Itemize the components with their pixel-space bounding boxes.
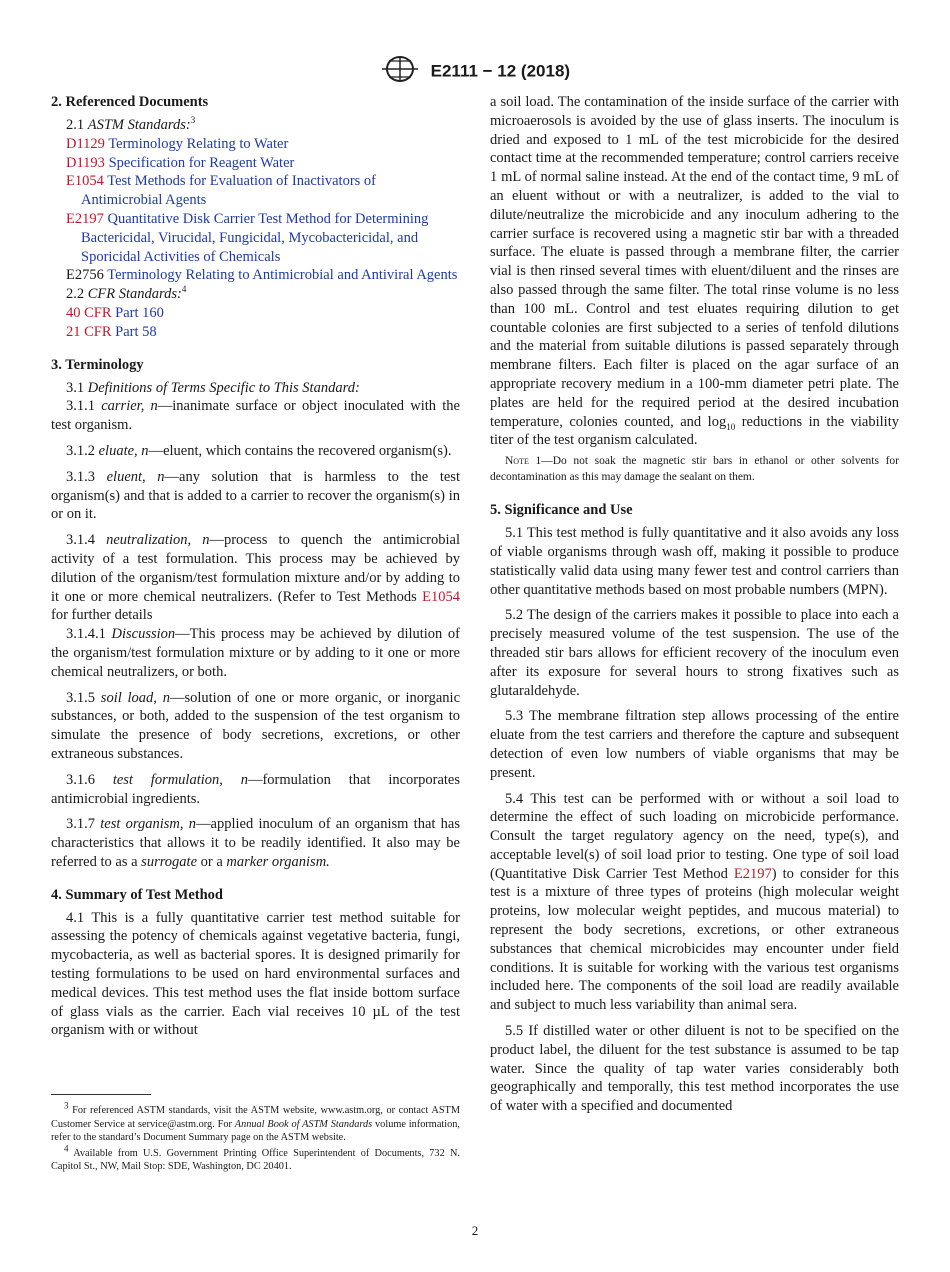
def-312: 3.1.2 eluate, n—eluent, which contains the recovered organism(s).	[66, 442, 452, 459]
def-313: 3.1.3 eluent, n—any solution that is harmless to the test organism(s) and that is added to a carrier to recover the organism(s) in or on it.	[51, 468, 460, 523]
e1054-link[interactable]: E1054	[422, 588, 460, 605]
footnote-4: $^4$ Available from U.S. Government Printing Office Superintendent of Documents, 732 N. Capitol St., NW, Mail Stop: SDE, Washington, DC 20401.	[51, 1143, 460, 1173]
para-54: 5.4 This test can be performed with or without a soil load to determine the effect of such loading on microbicide performance. Consult the target regulatory agency on the need, type(s), and acceptable level(s) of soil load prior to testing. One type of soil load (Quantitative Disk Carrier Test Method E2197) to consider for this test is a mixture of three types of proteins (high molecular weight proteins, low molecular weight peptides, and mucous material) to represent the body secretions, excretions, or other extraneous substances that chemical microbicides may encounter under field conditions. It is suitable for working with the various test organisms included here. The components of the soil load are readily available and subject to much less variability than animal sera.	[490, 790, 899, 1014]
para-52: 5.2 The design of the carriers makes it possible to place into each a precisely measured volume of the test suspension. The use of the threaded stir bars allows for efficient recovery of the inoculum even after its exposure for several hours to strong fixatives such as glutaraldehyde.	[490, 607, 899, 699]
ref-item[interactable]: D1193 Specification for Reagent Water	[66, 154, 295, 171]
sec3-heading: 3. Terminology	[51, 356, 144, 373]
right-column	[490, 93, 899, 1123]
para-41-part1: 4.1 This is a fully quantitative carrier test method suitable for assessing the potency of chemicals against vegetative bacteria, fungi, mycobacteria, as well as bacterial spores. It is designed primarily for testing formulations to be used on hard environmental surfaces and medical devices. This test method uses the flat inside bottom surface of glass vials as the carrier. Each vial receives 10 µL of the test organism with or without	[51, 909, 460, 1039]
para-41-part2: a soil load. The contamination of the inside surface of the carrier with microaerosols is avoided by the use of glass inserts. The inoculum is dried and exposed to 1 mL of the test microbicide for the desired contact time at the recommended temperature; control carriers receive 1 mL of normal saline instead. At the end of the contact time, 9 mL of an eluent without or with a neutralizer, is added to the vial to dilute/neutralize the microbicide and any inoculum adhering to the carrier surface is recovered using a magnetic stir bar with a threaded surface. The eluate is passed through a membrane filter, the carrier vial is then rinsed several times with eluent/diluent and the rinses are also passed through the same filter. The total rinse volume is no less than 100 mL. Control and test eluates requiring dilution to get countable colonies are first subjected to a series of tenfold dilutions and the material from suitable dilutions is passed separately through membrane filters. Each filter is placed on the agar surface of an appropriate recovery medium in a 100-mm diameter petri plate. The plates are held for the required period at the desired incubation temperature, colonies counted, and $\log_{10}$ reductions in the viability titer of the test organism calculated.	[490, 94, 899, 449]
cfr-ref-item[interactable]: 40 CFR Part 160	[66, 304, 164, 321]
sec5-heading: 5. Significance and Use	[490, 502, 633, 519]
def-316: 3.1.6 test formulation, n—formulation that incorporates antimicrobial ingredients.	[51, 771, 460, 807]
e2197-link[interactable]: E2197	[733, 865, 772, 882]
footnotes	[51, 1100, 461, 1176]
def-3141: 3.1.4.1 Discussion—This process may be achieved by dilution of the organism/test formulation mixture or by adding to it one or more chemical neutralizers, or both.	[51, 626, 460, 680]
def-315: 3.1.5 soil load, n—solution of one or more organic, or inorganic substances, or both, added to the suspension of the test organism to simulate the presence of body secretions, excretions, or other extraneous substances.	[51, 689, 461, 762]
def-311: 3.1.1 carrier, n—inanimate surface or object inoculated with the test organism.	[51, 398, 460, 434]
def-317: 3.1.7 test organism, n—applied inoculum of an organism that has characteristics that allows it to be readily identified. It also may be referred to as a surrogate or a marker organism.	[51, 816, 460, 870]
astm-standards-label: 2.1 ASTM Standards:$^3$	[66, 115, 196, 133]
footnote-3: $^3$ For referenced ASTM standards, visit the ASTM website, www.astm.org, or contact ASTM Customer Service at service@astm.org. For Annual Book of ASTM Standards volume information, refer to the standard’s Document Summary page on the ASTM website.	[51, 1100, 461, 1144]
note-1: Note 1—Do not soak the magnetic stir bars in ethanol or other solvents for decontamination as this may damage the sealant on them.	[490, 455, 899, 483]
left-column	[51, 93, 460, 1047]
designation: E2111 − 12 (2018)	[430, 61, 571, 81]
para-51: 5.1 This test method is fully quantitative and it also avoids any loss of viable organisms through wash off, making it possible to produce statistically valid data using many fewer test and control carriers than other quantitative methods based on most probable numbers (MPN).	[490, 525, 899, 598]
def-31: 3.1 Definitions of Terms Specific to This Standard:	[66, 379, 360, 396]
sec2-heading: 2. Referenced Documents	[51, 94, 209, 110]
page-header	[0, 55, 950, 88]
para-55: 5.5 If distilled water or other diluent is not to be specified on the product label, the diluent for the test substance is assumed to be tap water. Since the quality of tap water varies considerably both geographically and temporally, this test method incorporates the use of water with a specified and documented	[490, 1023, 899, 1115]
ref-item[interactable]: E1054 Test Methods for Evaluation of Inactivators of Antimicrobial Agents	[66, 173, 377, 209]
ref-item[interactable]: E2756 Terminology Relating to Antimicrobial and Antiviral Agents	[66, 267, 458, 284]
ref-item[interactable]: D1129 Terminology Relating to Water	[66, 135, 289, 152]
footnote-divider	[51, 1094, 151, 1095]
sec4-heading: 4. Summary of Test Method	[51, 886, 223, 903]
astm-logo-icon	[380, 55, 420, 88]
ref-item[interactable]: E2197 Quantitative Disk Carrier Test Method for Determining Bactericidal, Virucidal, Fungicidal, Mycobactericidal, and Sporicidal Activities of Chemicals	[66, 210, 429, 265]
cfr-standards-label: 2.2 CFR Standards:$^4$	[66, 284, 187, 303]
cfr-ref-item[interactable]: 21 CFR Part 58	[66, 323, 157, 340]
def-314: 3.1.4 neutralization, n—process to quench the antimicrobial activity of a test formulation. This process may be achieved by dilution of the organism/test formulation mixture and/or by adding to it one or more chemical neutralizers. (Refer to Test Methods E1054 for further details	[51, 532, 460, 624]
page-number: 2	[471, 1223, 479, 1238]
para-53: 5.3 The membrane filtration step allows processing of the entire eluate from the test carriers and therefore the capture and subsequent detection of even low numbers of viable organisms that may be present.	[490, 708, 899, 781]
